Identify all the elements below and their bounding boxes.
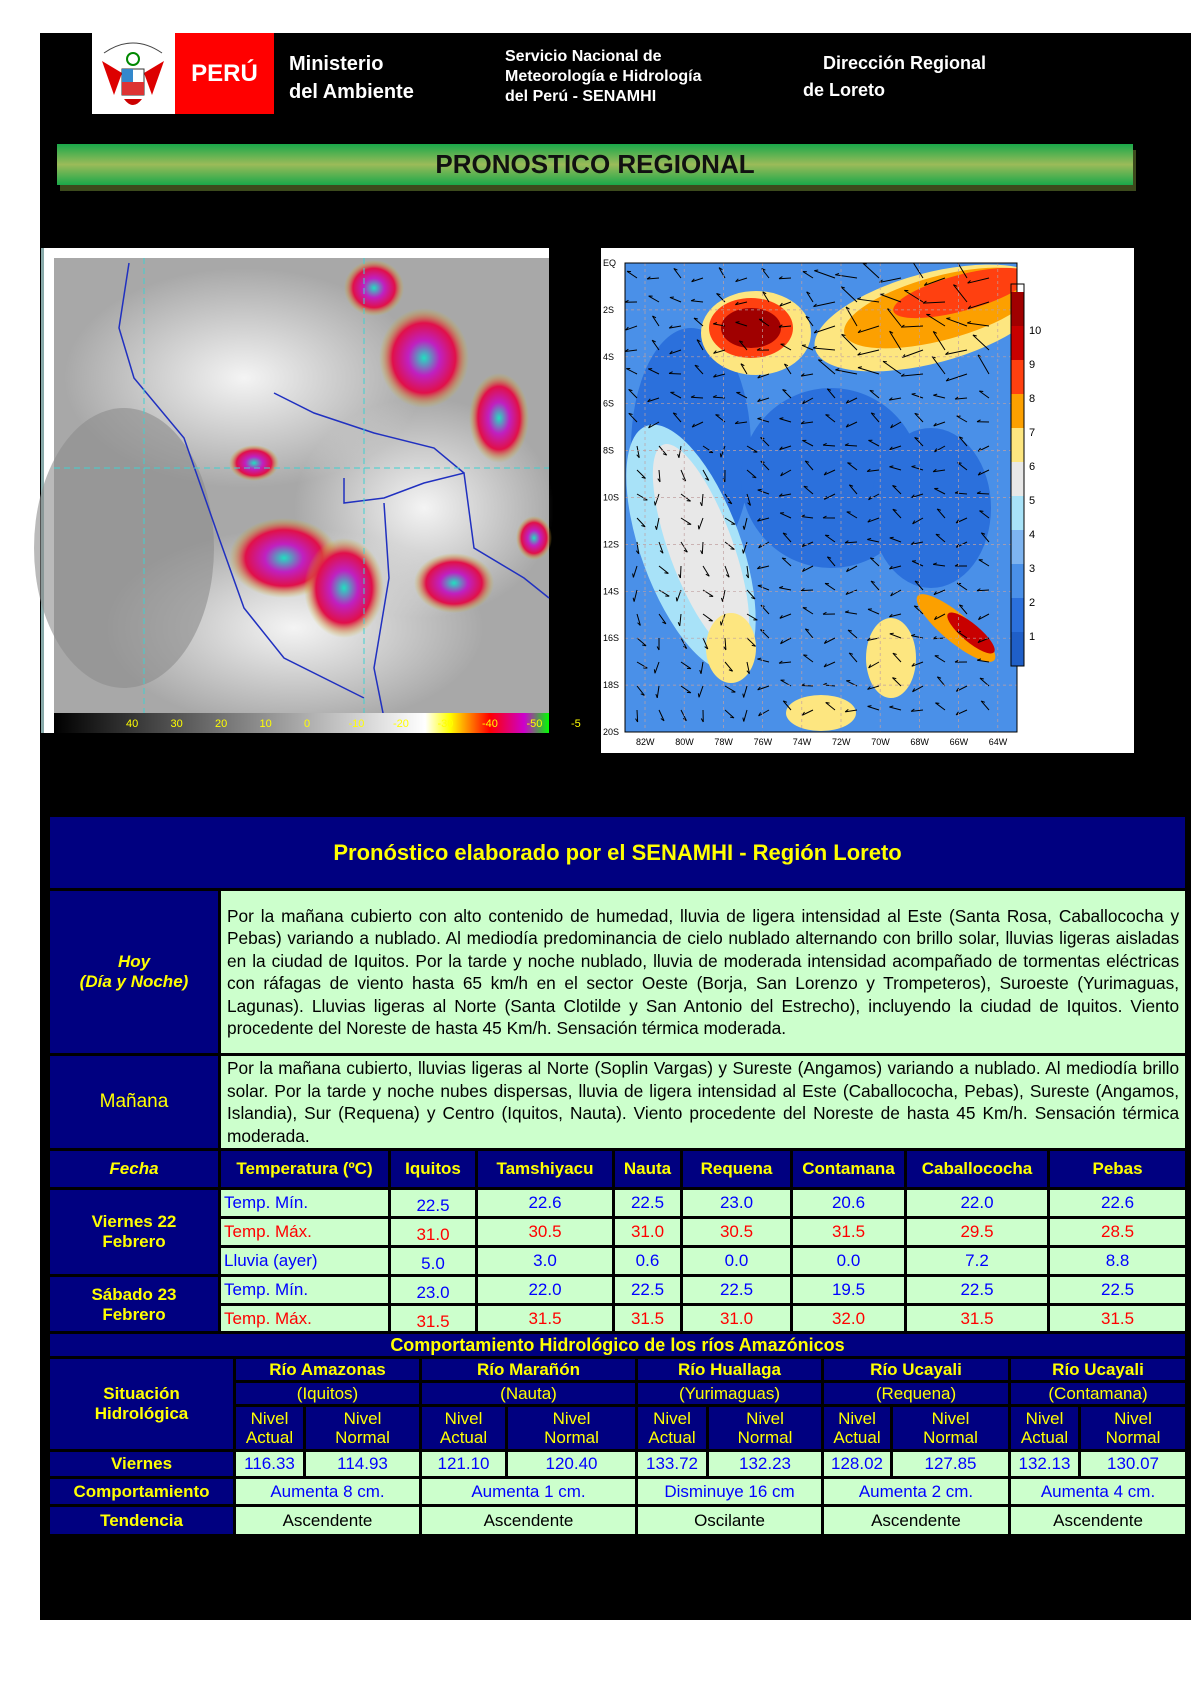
satellite-scale-label: -5: [571, 718, 581, 730]
ministry-name: [289, 50, 414, 106]
river-station: (Iquitos): [235, 1382, 421, 1406]
latitude-label: 2S: [603, 304, 615, 315]
senamhi-line-1: Servicio Nacional de: [505, 48, 662, 65]
latitude-label: 12S: [603, 539, 620, 550]
satellite-scale-label: -40: [482, 718, 498, 730]
value-cell: 8.8: [1049, 1247, 1187, 1276]
value-cell: 23.0: [682, 1189, 792, 1218]
colorbar-label: 2: [1029, 597, 1036, 609]
variable-label: Temp. Máx.: [220, 1218, 390, 1247]
value-cell: 22.5: [1049, 1276, 1187, 1305]
table-row: [49, 1305, 1187, 1334]
latitude-label: 16S: [603, 633, 620, 644]
variable-label: Temp. Mín.: [220, 1189, 390, 1218]
nivel-header: Nivel Actual: [823, 1406, 892, 1451]
column-header: Iquitos: [390, 1150, 477, 1189]
latitude-label: 6S: [603, 398, 615, 409]
nivel-header: Nivel Actual: [421, 1406, 507, 1451]
variable-label: Lluvia (ayer): [220, 1247, 390, 1276]
value-cell: 31.5: [792, 1218, 906, 1247]
value-cell: 30.5: [682, 1218, 792, 1247]
longitude-label: 72W: [832, 737, 851, 747]
today-label: Hoy (Día y Noche): [49, 890, 220, 1055]
column-header: Contamana: [792, 1150, 906, 1189]
nivel-header: Nivel Normal: [507, 1406, 637, 1451]
ministry-line-2: del Ambiente: [289, 81, 414, 103]
river-behavior: Disminuye 16 cm: [637, 1478, 823, 1506]
column-header: Pebas: [1049, 1150, 1187, 1189]
column-header: Temperatura (ºC): [220, 1150, 390, 1189]
regional-direction-name: [803, 50, 987, 104]
column-header: Requena: [682, 1150, 792, 1189]
nivel-actual-value: 132.13: [1010, 1451, 1080, 1478]
colorbar-segment: [1011, 598, 1024, 632]
colorbar-label: 1: [1029, 631, 1036, 643]
nivel-header: Nivel Normal: [892, 1406, 1010, 1451]
river-trend: Ascendente: [235, 1506, 421, 1536]
river-station: (Requena): [823, 1382, 1010, 1406]
table-row: [49, 1276, 1187, 1305]
value-cell: 31.0: [614, 1218, 682, 1247]
value-cell: 22.5: [614, 1189, 682, 1218]
value-cell: 31.5: [477, 1305, 614, 1334]
satellite-image: [41, 248, 581, 733]
river-behavior: Aumenta 2 cm.: [823, 1478, 1010, 1506]
longitude-label: 82W: [636, 737, 655, 747]
river-trend: Ascendente: [421, 1506, 637, 1536]
wind-speed-map: [601, 248, 1134, 753]
table-row: [49, 1218, 1187, 1247]
peru-brand-label: PERÚ: [175, 33, 274, 114]
river-name: Río Huallaga: [637, 1358, 823, 1382]
colorbar-label: 6: [1029, 461, 1036, 473]
value-cell: 31.0: [390, 1218, 477, 1247]
value-cell: 0.6: [614, 1247, 682, 1276]
variable-label: Temp. Mín.: [220, 1276, 390, 1305]
column-header: Nauta: [614, 1150, 682, 1189]
satellite-scale-label: 20: [215, 718, 228, 730]
value-cell: 3.0: [477, 1247, 614, 1276]
longitude-label: 68W: [910, 737, 929, 747]
river-station: (Yurimaguas): [637, 1382, 823, 1406]
page-title-banner: PRONOSTICO REGIONAL: [57, 144, 1133, 185]
value-cell: 5.0: [390, 1247, 477, 1276]
latitude-label: 18S: [603, 680, 620, 691]
value-cell: 31.5: [906, 1305, 1049, 1334]
value-cell: 29.5: [906, 1218, 1049, 1247]
colorbar-segment: [1011, 394, 1024, 428]
colorbar-segment: [1011, 564, 1024, 598]
nivel-header: Nivel Actual: [1010, 1406, 1080, 1451]
nivel-actual-value: 121.10: [421, 1451, 507, 1478]
latitude-label: 14S: [603, 586, 620, 597]
colorbar-segment: [1011, 428, 1024, 462]
nivel-header: Nivel Normal: [708, 1406, 823, 1451]
colorbar-label: 9: [1029, 359, 1036, 371]
value-cell: 19.5: [792, 1276, 906, 1305]
table-row: [49, 1247, 1187, 1276]
latitude-label: 20S: [603, 727, 620, 737]
river-name: Río Marañón: [421, 1358, 637, 1382]
hydrology-title: Comportamiento Hidrológico de los ríos Amazónicos: [49, 1333, 1187, 1358]
longitude-label: 78W: [714, 737, 733, 747]
value-cell: 22.0: [906, 1189, 1049, 1218]
value-cell: 7.2: [906, 1247, 1049, 1276]
satellite-scale-label: -50: [526, 718, 543, 730]
value-cell: 0.0: [682, 1247, 792, 1276]
today-forecast-text: Por la mañana cubierto con alto contenido de humedad, lluvia de ligera intensidad al Este (Santa Rosa, Caballococha y Pebas) variando a nublado. Al mediodía predominancia de cielo nublado alternando con brillo solar, lluvias ligeras aisladas en la ciudad de Iquitos. Por la tarde y noche nublado, lluvia de moderada intensidad acompañado de tormentas eléctricas con ráfagas de viento hasta 65 km/h en el sector Oeste (Borja, San Lorenzo y Trompeteros), Suroeste (Yurimaguas, Lagunas). Lluvias ligeras al Norte (Santa Clotilde y San Antonio del Estrecho), incluyendo la ciudad de Iquitos. Viento procedente del Noreste de hasta 45 Km/h. Sensación térmica moderada.: [220, 890, 1187, 1055]
river-behavior: Aumenta 8 cm.: [235, 1478, 421, 1506]
senamhi-line-3: del Perú - SENAMHI: [505, 88, 657, 105]
situacion-label: Situación Hidrológica: [49, 1358, 235, 1451]
nivel-normal-value: 130.07: [1080, 1451, 1187, 1478]
value-cell: 31.5: [390, 1305, 477, 1334]
longitude-label: 70W: [871, 737, 890, 747]
colorbar-segment: [1011, 462, 1024, 496]
colorbar-segment: [1011, 292, 1024, 326]
regional-line-1: Dirección Regional: [823, 53, 987, 73]
satellite-scale-label: -20: [393, 718, 409, 730]
longitude-label: 64W: [988, 737, 1008, 747]
colorbar-label: 5: [1029, 495, 1036, 507]
value-cell: 20.6: [792, 1189, 906, 1218]
date-cell: Sábado 23 Febrero: [49, 1276, 220, 1334]
nivel-header: Nivel Normal: [1080, 1406, 1187, 1451]
nivel-header: Nivel Actual: [235, 1406, 305, 1451]
value-cell: 22.5: [682, 1276, 792, 1305]
value-cell: 31.5: [1049, 1305, 1187, 1334]
river-station: (Contamana): [1010, 1382, 1187, 1406]
colorbar-segment: [1011, 496, 1024, 530]
satellite-scale-label: 10: [259, 718, 272, 730]
tomorrow-forecast-text: Por la mañana cubierto, lluvias ligeras al Norte (Soplin Vargas) y Sureste (Angamos) variando a nublado. Al mediodía brillo solar. Por la tarde y noche nubes dispersas, lluvia de ligera intensidad al Este (Caballococha, Pebas), Sureste (Angamos, Islandia), Sur (Requena) y Centro (Iquitos, Nauta). Viento procedente del Noreste de hasta 45 Km/h. Sensación térmica moderada.: [220, 1055, 1187, 1150]
colorbar-segment: [1011, 632, 1024, 666]
river-name: Río Amazonas: [235, 1358, 421, 1382]
nivel-header: Nivel Actual: [637, 1406, 708, 1451]
latitude-label: EQ: [603, 258, 617, 268]
column-header: Fecha: [49, 1150, 220, 1189]
forecast-title: Pronóstico elaborado por el SENAMHI - Región Loreto: [49, 816, 1187, 890]
satellite-scale-label: -30: [437, 718, 454, 730]
variable-label: Temp. Máx.: [220, 1305, 390, 1334]
river-name: Río Ucayali: [823, 1358, 1010, 1382]
tomorrow-label: Mañana: [49, 1055, 220, 1150]
latitude-label: 8S: [603, 445, 615, 456]
river-name: Río Ucayali: [1010, 1358, 1187, 1382]
nivel-normal-value: 127.85: [892, 1451, 1010, 1478]
colorbar-label: 4: [1029, 529, 1036, 541]
viernes-label: Viernes: [49, 1451, 235, 1478]
column-header: Caballococha: [906, 1150, 1049, 1189]
value-cell: 22.5: [390, 1189, 477, 1218]
comportamiento-label: Comportamiento: [49, 1478, 235, 1506]
ministry-line-1: Ministerio: [289, 53, 384, 75]
value-cell: 28.5: [1049, 1218, 1187, 1247]
value-cell: 0.0: [792, 1247, 906, 1276]
forecast-table: [47, 814, 1188, 1335]
colorbar-segment: [1011, 360, 1024, 394]
value-cell: 31.5: [614, 1305, 682, 1334]
tendencia-label: Tendencia: [49, 1506, 235, 1536]
longitude-label: 66W: [949, 737, 969, 747]
nivel-actual-value: 133.72: [637, 1451, 708, 1478]
longitude-label: 76W: [753, 737, 773, 747]
value-cell: 30.5: [477, 1218, 614, 1247]
value-cell: 22.0: [477, 1276, 614, 1305]
colorbar-segment: [1011, 530, 1024, 564]
satellite-scale-label: 40: [126, 718, 139, 730]
satellite-scale-label: 0: [304, 718, 311, 730]
colorbar-label: 10: [1029, 325, 1042, 337]
colorbar-label: 8: [1029, 393, 1036, 405]
longitude-label: 80W: [675, 737, 694, 747]
value-cell: 22.5: [906, 1276, 1049, 1305]
peru-coat-of-arms-logo: [92, 33, 175, 114]
river-trend: Ascendente: [1010, 1506, 1187, 1536]
regional-line-2: de Loreto: [803, 80, 886, 100]
nivel-actual-value: 116.33: [235, 1451, 305, 1478]
senamhi-name: [505, 47, 701, 107]
hydrology-table: [47, 1331, 1188, 1537]
colorbar-label: 7: [1029, 427, 1036, 439]
satellite-scale-label: -10: [348, 718, 365, 730]
value-cell: 32.0: [792, 1305, 906, 1334]
value-cell: 22.6: [1049, 1189, 1187, 1218]
nivel-actual-value: 128.02: [823, 1451, 892, 1478]
latitude-label: 10S: [603, 492, 620, 503]
satellite-scale-label: 30: [170, 718, 183, 730]
value-cell: 23.0: [390, 1276, 477, 1305]
latitude-label: 4S: [603, 351, 615, 362]
column-header: Tamshiyacu: [477, 1150, 614, 1189]
colorbar-segment: [1011, 326, 1024, 360]
nivel-normal-value: 120.40: [507, 1451, 637, 1478]
value-cell: 31.0: [682, 1305, 792, 1334]
value-cell: 22.5: [614, 1276, 682, 1305]
longitude-label: 74W: [792, 737, 812, 747]
river-trend: Ascendente: [823, 1506, 1010, 1536]
date-cell: Viernes 22 Febrero: [49, 1189, 220, 1276]
river-behavior: Aumenta 4 cm.: [1010, 1478, 1187, 1506]
table-row: [49, 1189, 1187, 1218]
nivel-normal-value: 114.93: [305, 1451, 421, 1478]
nivel-normal-value: 132.23: [708, 1451, 823, 1478]
river-station: (Nauta): [421, 1382, 637, 1406]
river-behavior: Aumenta 1 cm.: [421, 1478, 637, 1506]
value-cell: 22.6: [477, 1189, 614, 1218]
senamhi-line-2: Meteorología e Hidrología: [505, 68, 702, 85]
nivel-header: Nivel Normal: [305, 1406, 421, 1451]
river-trend: Oscilante: [637, 1506, 823, 1536]
colorbar-label: 3: [1029, 563, 1036, 575]
